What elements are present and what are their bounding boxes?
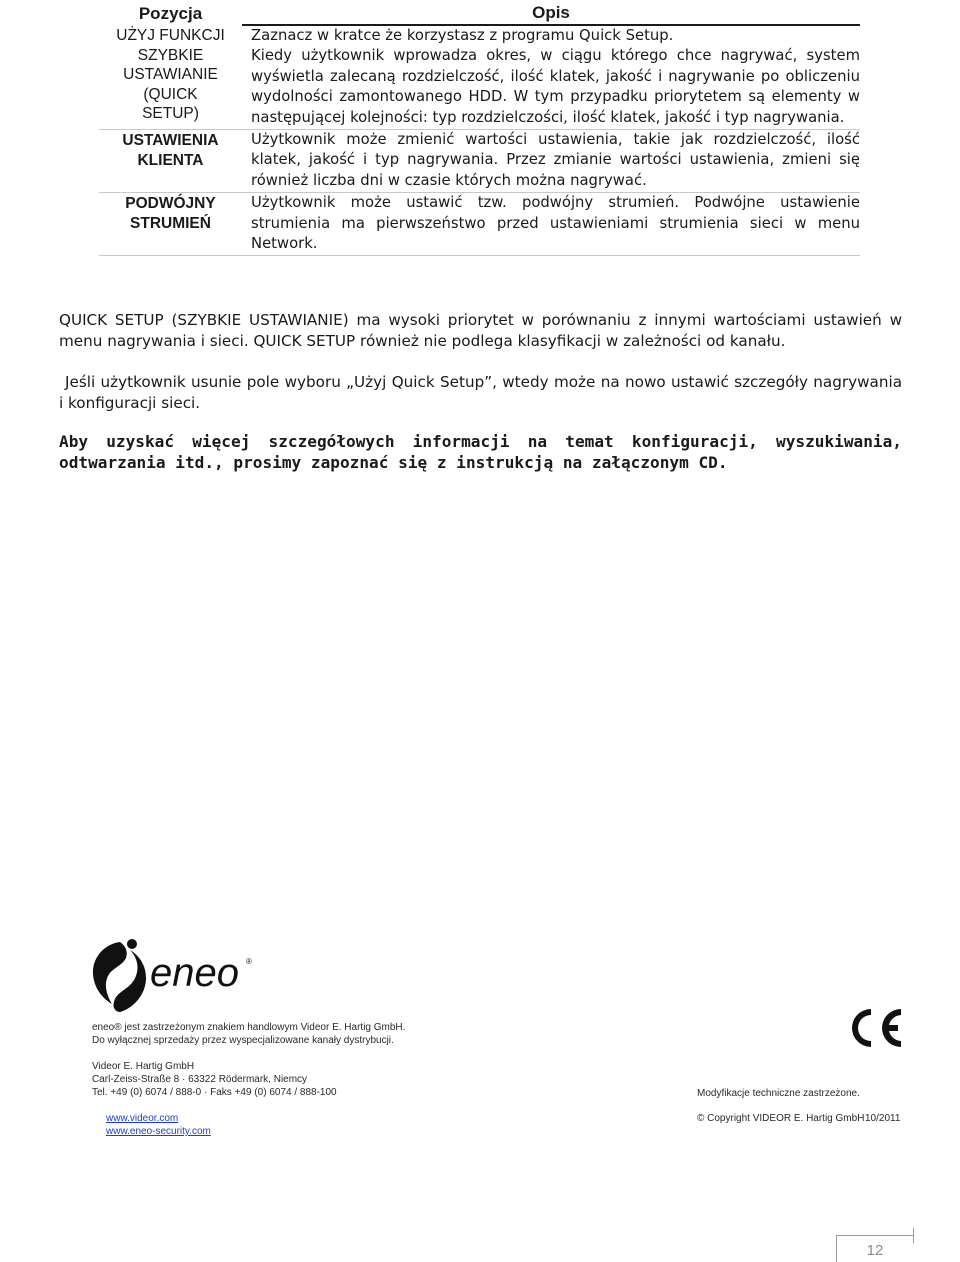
label-line: USTAWIENIA [122,132,219,150]
copyright-date: 10/2011 [865,1113,901,1124]
settings-table [99,2,860,256]
trademark-line-1: eneo® jest zastrzeżonym znakiem handlowym Videor E. Hartig GmbH. [92,1022,406,1033]
row-label-quick-setup [99,25,242,130]
label-line: USTAWIANIE [123,66,218,84]
eneo-logo [90,936,260,1014]
desc-text: Kiedy użytkownik wprowadza okres, w ciągu którego chce nagrywać, system wyświetla zalecaną rozdzielczość, ilość klatek, jakość i nagrywanie po obliczeniu wydolności zamontowanego HDD. W tym przypadku priorytetem są elementy w następującej kolejności: typ rozdzielczości, ilość klatek, jakość i typ nagrywania. [251,47,860,126]
company-address: Carl-Zeiss-Straße 8 · 63322 Rödermark, Niemcy [92,1074,308,1085]
label-line: PODWÓJNY [125,195,216,213]
label-line: UŻYJ FUNKCJI [116,27,225,44]
label-line: (QUICK [143,85,198,103]
row-desc-quick-setup [242,25,860,130]
label-line: SETUP) [142,105,199,123]
table-row [99,25,860,130]
paragraph-quick-setup-priority: QUICK SETUP (SZYBKIE USTAWIANIE) ma wysoki priorytet w porównaniu z innymi wartościami ustawień w menu nagrywania i sieci. QUICK SETUP również nie podlega klasyfikacji w zależności od kanału. [59,311,902,350]
technical-modifications-note: Modyfikacje techniczne zastrzeżone. [697,1088,860,1099]
page-number-box [836,1235,913,1262]
eneo-logo-icon [90,936,260,1014]
ce-mark-icon [846,1005,904,1051]
link-videor[interactable]: www.videor.com [106,1113,179,1124]
paragraph-uncheck-quick-setup: Jeśli użytkownik usunie pole wyboru „Użyj Quick Setup”, wtedy może na nowo ustawić szczegóły nagrywania i konfiguracji sieci. [59,373,902,412]
link-eneo-security[interactable]: www.eneo-security.com [106,1126,211,1137]
paragraph-more-info: Aby uzyskać więcej szczegółowych informacji na temat konfiguracji, wyszukiwania, odtwarzania itd., prosimy zapoznać się z instrukcją na załączonym CD. [59,432,902,472]
desc-text: Użytkownik może ustawić tzw. podwójny strumień. Podwójne ustawienie strumienia ma pierwszeństwo przed ustawieniami strumienia sieci w menu Network. [251,194,860,253]
label-line: KLIENTA [137,151,204,169]
company-phone: Tel. +49 (0) 6074 / 888-0 · Faks +49 (0) 6074 / 888-100 [92,1087,337,1098]
table-header-row [99,2,860,25]
company-name: Videor E. Hartig GmbH [92,1061,195,1072]
page-number: 12 [866,1242,884,1259]
svg-text:®: ® [246,957,252,966]
row-label-client-settings [99,130,242,193]
table-row [99,193,860,256]
row-desc-dual-stream [242,193,860,256]
header-position: Pozycja [138,3,203,23]
table-row [99,130,860,193]
label-line: STRUMIEŃ [130,214,211,232]
svg-text:eneo: eneo [150,951,239,995]
copyright-text: © Copyright VIDEOR E. Hartig GmbH [697,1113,865,1124]
header-description: Opis [242,2,860,25]
trademark-line-2: Do wyłącznej sprzedaży przez wyspecjalizowane kanały dystrybucji. [92,1035,394,1046]
desc-text: Użytkownik może zmienić wartości ustawienia, takie jak rozdzielczość, ilość klatek, jakość i typ nagrywania. Przez zmianie wartości ustawienia, zmieni się również liczba dni w czasie których można nagrywać. [251,131,860,189]
row-desc-client-settings [242,130,860,193]
row-label-dual-stream [99,193,242,256]
desc-text: Zaznacz w kratce że korzystasz z programu Quick Setup. [251,27,674,44]
label-line: SZYBKIE [137,46,204,64]
